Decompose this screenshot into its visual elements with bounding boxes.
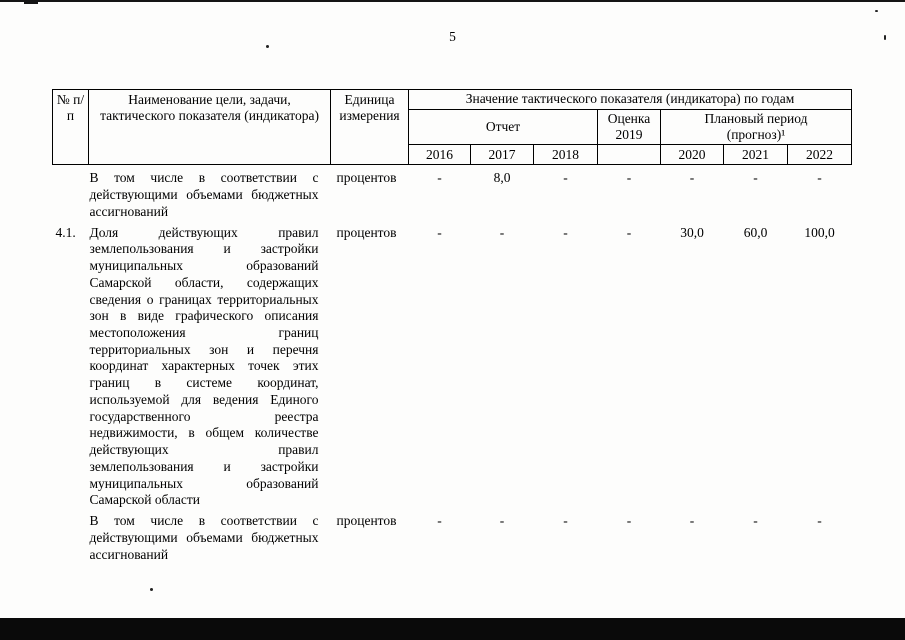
header-col-name: Наименование цели, задачи, тактического показателя (индикатора)	[89, 90, 331, 165]
cell-value-2022: -	[817, 170, 822, 186]
header-year-2022: 2022	[788, 145, 852, 165]
scan-speck	[266, 45, 269, 48]
header-group-plan: Плановый период (прогноз)¹	[661, 110, 852, 145]
header-year-2018: 2018	[534, 145, 598, 165]
cell-value-2022: -	[817, 513, 822, 529]
header-col-num: № п/п	[53, 90, 89, 165]
cell-value-2018: -	[563, 513, 568, 529]
scan-speck	[150, 588, 153, 591]
scan-artifact-top-edge	[0, 0, 905, 2]
cell-value-2016: -	[437, 513, 442, 529]
cell-value-2017: -	[499, 224, 505, 240]
cell-unit: процентов	[336, 224, 397, 240]
header-year-2021: 2021	[724, 145, 788, 165]
cell-value-2018: -	[563, 224, 568, 240]
table-row	[53, 165, 852, 222]
header-year-2016: 2016	[409, 145, 471, 165]
header-year-2020: 2020	[661, 145, 724, 165]
scan-artifact-top-blob	[24, 0, 38, 4]
header-group-estimate: Оценка 2019	[598, 110, 661, 145]
scan-speck	[875, 10, 878, 12]
cell-value-2021: -	[753, 513, 758, 529]
header-year-2017: 2017	[471, 145, 534, 165]
cell-value-2018: -	[563, 170, 568, 186]
header-col-unit: Единица измерения	[331, 90, 409, 165]
table-header	[53, 90, 852, 165]
indicators-table	[52, 89, 852, 564]
cell-indicator-name: В том числе в соответствии с действующими объемами бюджетных ассигнований	[89, 513, 319, 562]
cell-indicator-name: Доля действующих правил землепользования и застройки муниципальных образований Самарской области, содержащих сведения о границах территориальных зон в виде графического описания местоположения границ территориальных зон и перечня координат характерных точек этих границ в системе координат, используемой для ведения Единого государственного реестра недвижимости, в общем количестве действующих правил землепользования и застройки муниципальных образований Самарской области	[89, 224, 319, 508]
scan-artifact-bottom-edge	[0, 618, 905, 640]
cell-row-number	[53, 165, 89, 222]
cell-value-2017: 8,0	[493, 170, 511, 186]
cell-indicator-name: В том числе в соответствии с действующими объемами бюджетных ассигнований	[89, 170, 319, 219]
header-col-values: Значение тактического показателя (индикатора) по годам	[409, 90, 852, 110]
table-body	[53, 165, 852, 564]
cell-row-number	[53, 510, 89, 564]
table-row	[53, 222, 852, 510]
cell-unit: процентов	[336, 170, 397, 186]
header-row-main	[53, 90, 852, 110]
cell-value-2021: -	[753, 170, 758, 186]
cell-value-2019: -	[626, 513, 632, 529]
cell-row-number: 4.1.	[55, 224, 76, 240]
header-group-report: Отчет	[409, 110, 598, 145]
table-row	[53, 510, 852, 564]
cell-value-2017: -	[499, 513, 505, 529]
cell-value-2019: -	[626, 224, 632, 240]
cell-unit: процентов	[336, 513, 397, 529]
page-number: 5	[449, 29, 456, 44]
cell-value-2016: -	[437, 170, 442, 186]
cell-value-2020: -	[689, 513, 695, 529]
cell-value-2016: -	[437, 224, 442, 240]
cell-value-2022: 100,0	[804, 224, 835, 240]
cell-value-2021: 60,0	[743, 224, 768, 240]
header-year-empty	[598, 145, 661, 165]
cell-value-2020: 30,0	[680, 224, 704, 240]
cell-value-2020: -	[689, 170, 695, 186]
cell-value-2019: -	[626, 170, 632, 186]
